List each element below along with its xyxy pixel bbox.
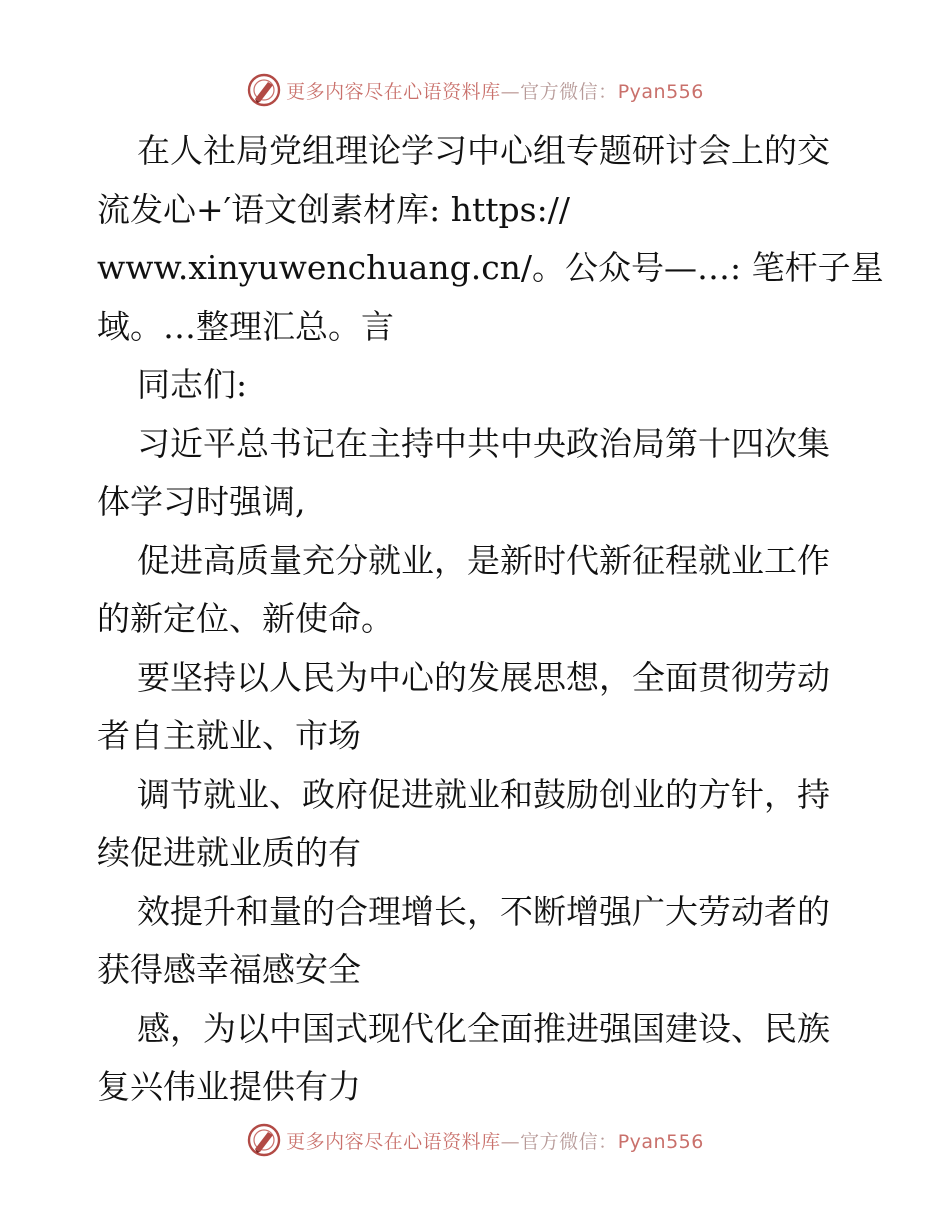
footer-banner — [0, 1118, 950, 1162]
text-line: 在人社局党组理论学习中心组专题研讨会上的交 — [137, 131, 830, 170]
text-line: 复兴伟业提供有力 — [97, 1067, 361, 1106]
paragraph-6 — [97, 1000, 857, 1117]
text-line: 促进高质量充分就业，是新时代新征程就业工作 — [137, 540, 830, 580]
banner-wechat-id: Pyan556 — [617, 1130, 704, 1153]
banner-text — [286, 1127, 704, 1154]
text-line: www.xinyuwenchuang.cn/。公众号—…: 笔杆子星 — [97, 248, 884, 287]
text-line: 的新定位、新使命。 — [97, 599, 394, 638]
text-line: 体学习时强调, — [97, 482, 306, 521]
text-line: 同志们: — [137, 365, 248, 404]
paragraph-4 — [97, 766, 857, 883]
banner-main-text: 更多内容尽在心语资料库 — [286, 80, 501, 103]
document-body — [97, 122, 884, 1117]
paragraph-salutation — [97, 356, 857, 415]
text-line: 感，为以中国式现代化全面推进强国建设、民族 — [137, 1008, 830, 1048]
text-line: 要坚持以人民为中心的发展思想，全面贯彻劳动 — [137, 657, 830, 697]
banner-text — [286, 77, 704, 104]
paragraph-5 — [97, 883, 857, 1000]
pen-logo-icon — [246, 72, 282, 108]
text-line: 流发心+′语文创素材库: https:// — [97, 189, 570, 229]
paragraph-3 — [97, 649, 857, 766]
banner-main-text: 更多内容尽在心语资料库 — [286, 1130, 501, 1153]
text-line: 续促进就业质的有 — [97, 833, 361, 872]
banner-wechat-label: 官方微信： — [520, 80, 618, 103]
text-line: 习近平总书记在主持中共中央政治局第十四次集 — [137, 423, 830, 463]
banner-wechat-id: Pyan556 — [617, 80, 704, 103]
text-line: 获得感幸福感安全 — [97, 950, 361, 989]
banner-separator: — — [500, 80, 521, 103]
banner-wechat-label: 官方微信： — [520, 1130, 618, 1153]
text-line: 者自主就业、市场 — [97, 716, 361, 755]
paragraph-2 — [97, 532, 857, 649]
text-line: 效提升和量的合理增长，不断增强广大劳动者的 — [137, 891, 830, 931]
header-banner — [0, 68, 950, 112]
paragraph-1 — [97, 415, 857, 532]
banner-separator: — — [500, 1130, 521, 1153]
paragraph-title — [97, 122, 884, 356]
pen-logo-icon — [246, 1122, 282, 1158]
text-line: 域。…整理汇总。言 — [97, 306, 394, 346]
text-line: 调节就业、政府促进就业和鼓励创业的方针，持 — [137, 774, 830, 814]
